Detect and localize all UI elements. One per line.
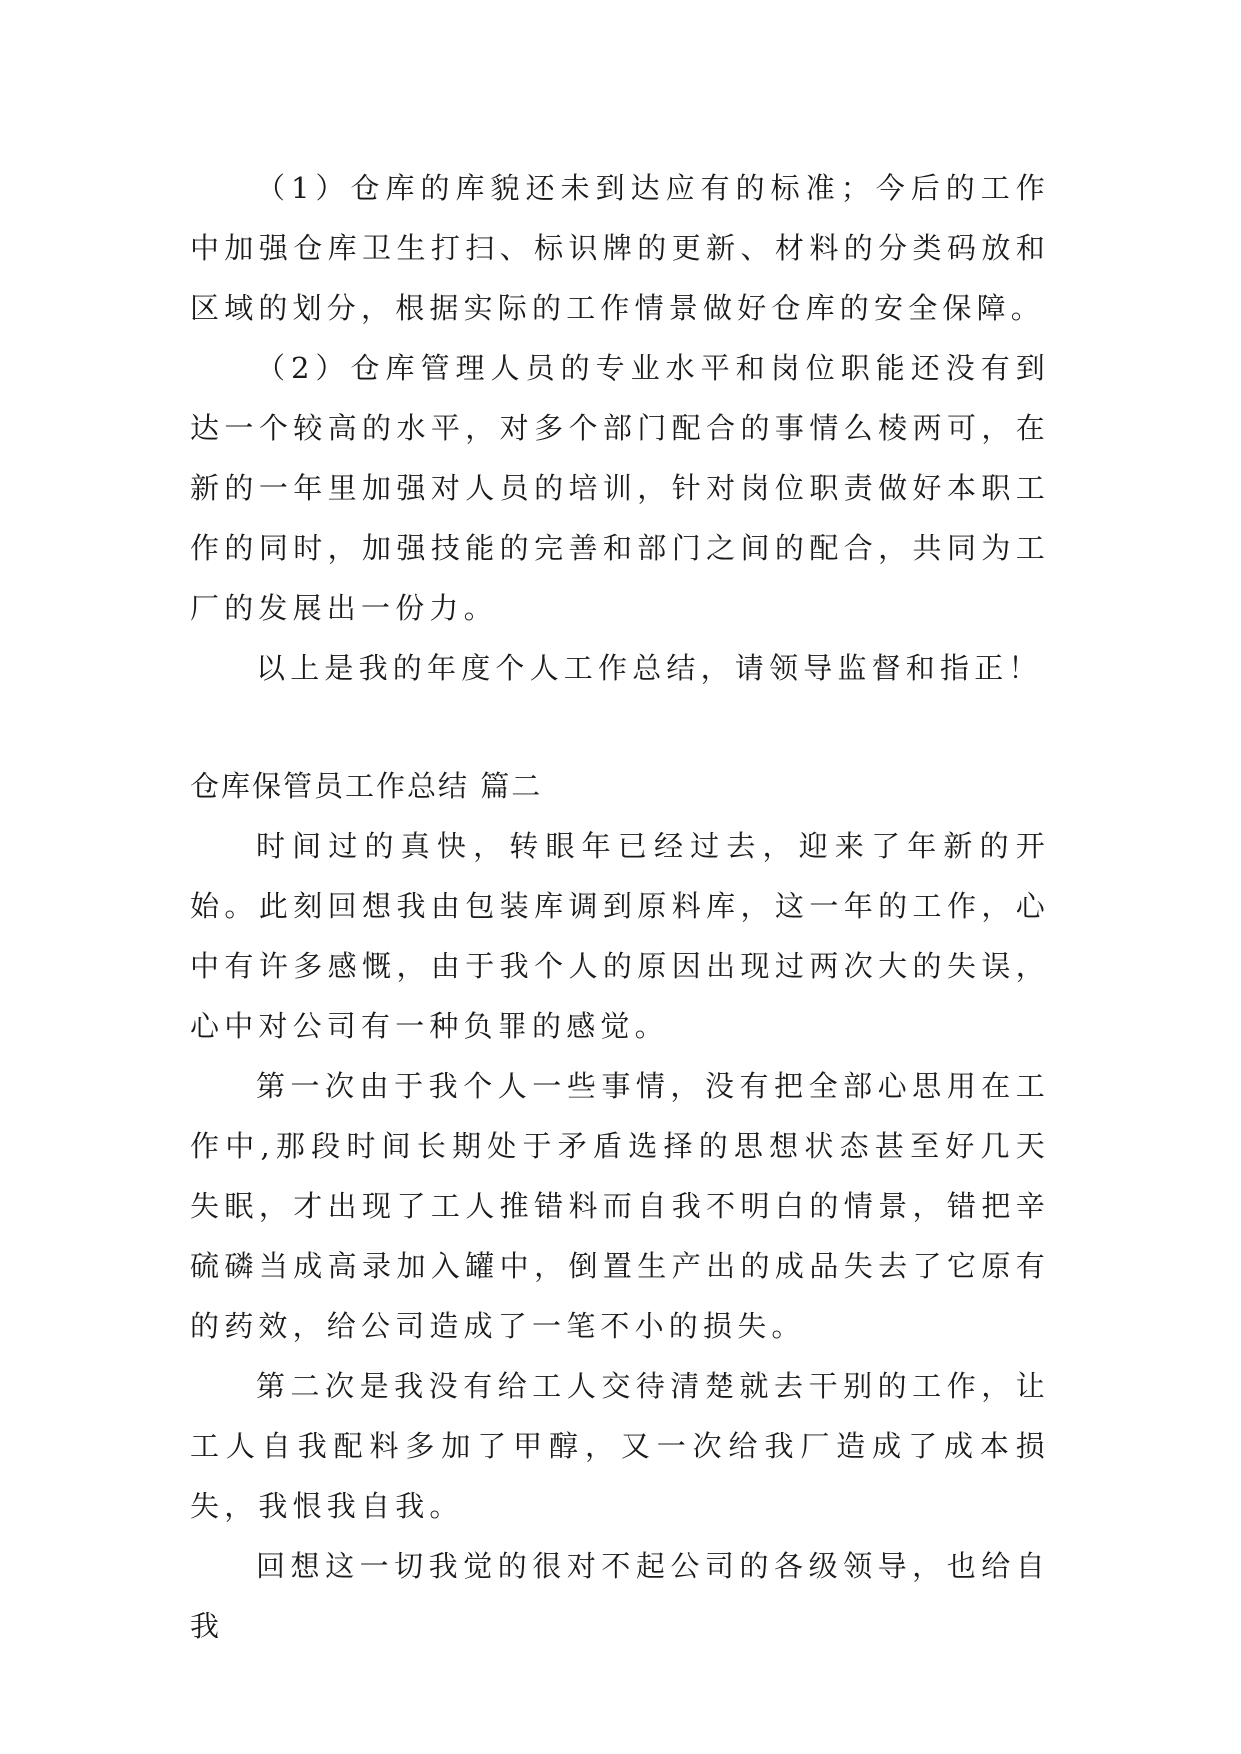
paragraph: （1）仓库的库貌还未到达应有的标准；今后的工作中加强仓库卫生打扫、标识牌的更新、材料的分类码放和区域的划分，根据实际的工作情景做好仓库的安全保障。 <box>190 171 1050 325</box>
paragraph: 第一次由于我个人一些事情，没有把全部心思用在工作中,那段时间长期处于矛盾选择的思想状态甚至好几天失眠，才出现了工人推错料而自我不明白的情景，错把辛硫磷当成高录加入罐中，倒置生产出的成品失去了它原有的药效，给公司造成了一笔不小的损失。 <box>190 1069 1050 1343</box>
paragraph: 时间过的真快，转眼年已经过去，迎来了年新的开始。此刻回想我由包装库调到原料库，这一年的工作，心中有许多感慨，由于我个人的原因出现过两次大的失误，心中对公司有一种负罪的感觉。 <box>190 829 1050 1043</box>
section-heading: 仓库保管员工作总结 篇二 <box>190 769 543 803</box>
document-body <box>190 158 1050 1656</box>
paragraph: 回想这一切我觉的很对不起公司的各级领导，也给自我 <box>190 1549 1050 1643</box>
paragraph: 以上是我的年度个人工作总结，请领导监督和指正！ <box>256 651 1043 685</box>
paragraph: （2）仓库管理人员的专业水平和岗位职能还没有到达一个较高的水平，对多个部门配合的事情么棱两可，在新的一年里加强对人员的培训，针对岗位职责做好本职工作的同时，加强技能的完善和部门之间的配合，共同为工厂的发展出一份力。 <box>190 351 1050 625</box>
paragraph: 第二次是我没有给工人交待清楚就去干别的工作，让工人自我配料多加了甲醇，又一次给我厂造成了成本损失，我恨我自我。 <box>190 1369 1050 1523</box>
